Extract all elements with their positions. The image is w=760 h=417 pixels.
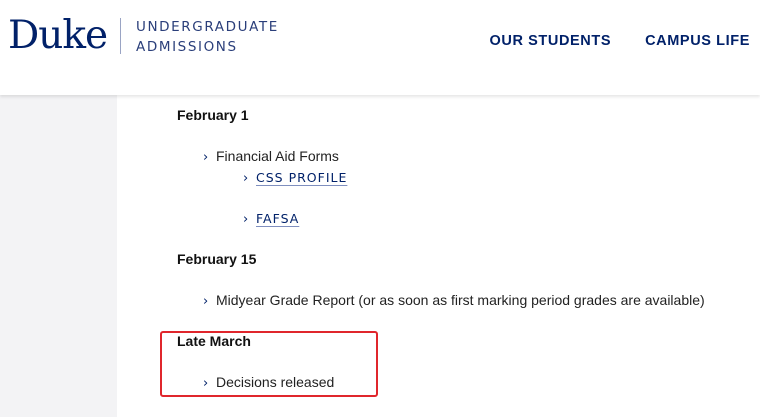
deadline-date-late-march: Late March bbox=[177, 333, 251, 349]
deadline-item-midyear-report bbox=[203, 292, 705, 309]
deadline-item-label: Decisions released bbox=[216, 374, 335, 390]
logo-subtitle-line-2: ADMISSIONS bbox=[136, 39, 238, 55]
deadline-date-feb-15: February 15 bbox=[177, 251, 257, 267]
deadline-item-label: Midyear Grade Report (or as soon as first marking period grades are available) bbox=[216, 292, 705, 308]
chevron-right-icon: › bbox=[203, 376, 209, 391]
highlight-box bbox=[160, 331, 378, 397]
deadline-item-label: Financial Aid Forms bbox=[216, 148, 339, 164]
logo-subtitle-line-1: UNDERGRADUATE bbox=[136, 19, 279, 35]
chevron-right-icon: › bbox=[203, 294, 209, 309]
main-nav bbox=[490, 33, 750, 49]
chevron-right-icon: › bbox=[243, 212, 250, 227]
nav-campus-life[interactable]: CAMPUS LIFE bbox=[645, 33, 750, 49]
logo-subtitle bbox=[136, 17, 279, 57]
chevron-right-icon: › bbox=[203, 150, 209, 165]
logo-divider bbox=[120, 18, 121, 54]
sub-item-fafsa bbox=[243, 211, 299, 227]
chevron-right-icon: › bbox=[243, 171, 250, 186]
deadline-item-financial-aid bbox=[203, 148, 339, 165]
sub-item-css-profile bbox=[243, 170, 347, 186]
deadline-date-feb-1: February 1 bbox=[177, 107, 249, 123]
fafsa-link[interactable]: FAFSA bbox=[256, 211, 300, 226]
nav-our-students[interactable]: OUR STUDENTS bbox=[489, 33, 612, 49]
css-profile-link[interactable]: CSS PROFILE bbox=[256, 170, 348, 185]
logo-wordmark: Duke bbox=[8, 13, 108, 58]
site-header bbox=[0, 0, 760, 95]
